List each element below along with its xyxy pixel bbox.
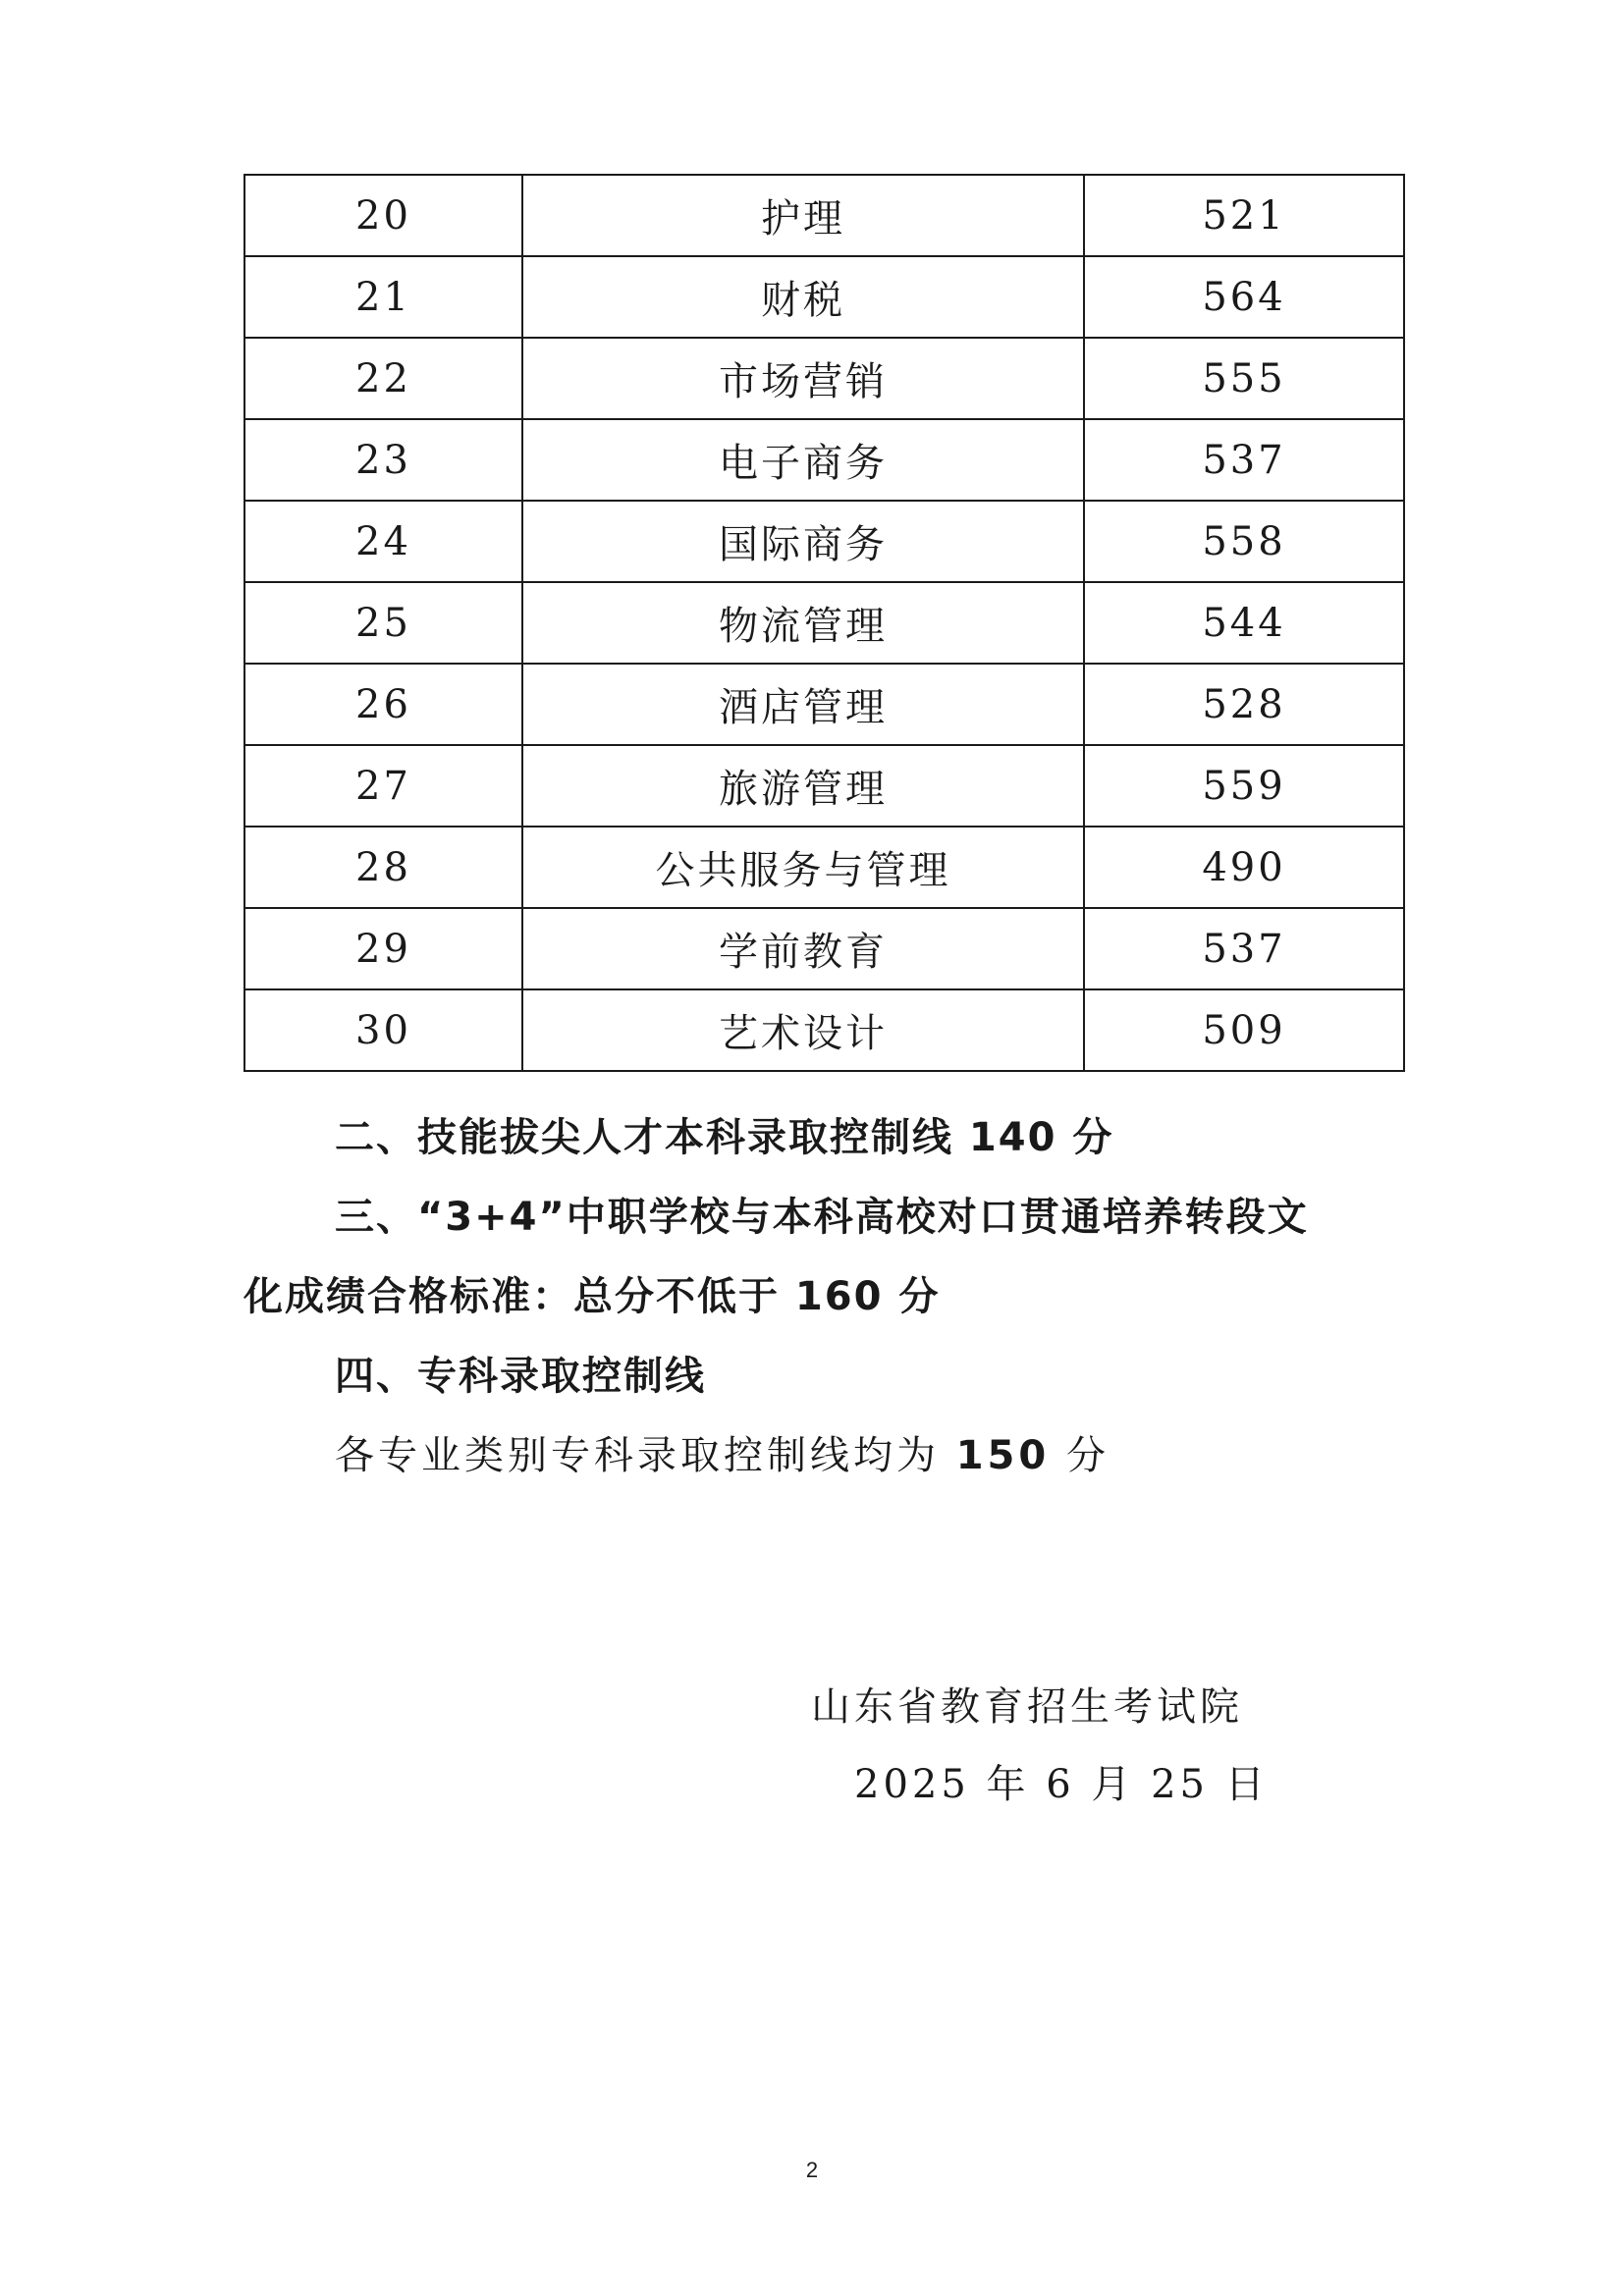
row-number: 30 <box>244 989 522 1071</box>
table-row <box>244 827 1404 908</box>
score-value: 564 <box>1084 256 1404 338</box>
row-number: 28 <box>244 827 522 908</box>
signature-date: 2025 年 6 月 25 日 <box>854 1762 1269 1807</box>
section-2-skill-talent-line: 二、技能拔尖人才本科录取控制线 140 分 <box>335 1115 1114 1160</box>
score-value: 509 <box>1084 989 1404 1071</box>
row-number: 23 <box>244 419 522 501</box>
table-row <box>244 175 1404 256</box>
page-number: 2 <box>805 2158 819 2182</box>
score-value: 555 <box>1084 338 1404 419</box>
table-row <box>244 989 1404 1071</box>
major-name: 物流管理 <box>522 582 1084 664</box>
section-3-heading-line2: 化成绩合格标准：总分不低于 160 分 <box>244 1274 941 1319</box>
score-value: 521 <box>1084 175 1404 256</box>
score-value: 537 <box>1084 908 1404 989</box>
major-name: 市场营销 <box>522 338 1084 419</box>
row-number: 26 <box>244 664 522 745</box>
table-row <box>244 745 1404 827</box>
score-value: 537 <box>1084 419 1404 501</box>
section-4-heading: 四、专科录取控制线 <box>335 1354 706 1399</box>
row-number: 29 <box>244 908 522 989</box>
row-number: 22 <box>244 338 522 419</box>
score-value: 490 <box>1084 827 1404 908</box>
section-4-body-value: 150 <box>955 1433 1051 1478</box>
table-row <box>244 501 1404 582</box>
table-row <box>244 419 1404 501</box>
table-row <box>244 908 1404 989</box>
major-name: 国际商务 <box>522 501 1084 582</box>
major-name: 旅游管理 <box>522 745 1084 827</box>
major-name: 艺术设计 <box>522 989 1084 1071</box>
section-4-body <box>335 1424 1110 1480</box>
section-4-body-suffix: 分 <box>1065 1433 1110 1478</box>
signature-organization: 山东省教育招生考试院 <box>811 1684 1243 1730</box>
major-name: 护理 <box>522 175 1084 256</box>
major-name: 公共服务与管理 <box>522 827 1084 908</box>
table-row <box>244 256 1404 338</box>
table-row <box>244 582 1404 664</box>
major-name: 财税 <box>522 256 1084 338</box>
row-number: 27 <box>244 745 522 827</box>
score-value: 528 <box>1084 664 1404 745</box>
row-number: 25 <box>244 582 522 664</box>
table-body <box>244 175 1404 1071</box>
section-4-body-prefix: 各专业类别专科录取控制线均为 <box>335 1433 940 1478</box>
table-row <box>244 338 1404 419</box>
row-number: 20 <box>244 175 522 256</box>
score-value: 559 <box>1084 745 1404 827</box>
table-row <box>244 664 1404 745</box>
score-value: 558 <box>1084 501 1404 582</box>
section-3-heading-line1: 三、“3+4”中职学校与本科高校对口贯通培养转段文 <box>335 1195 1309 1240</box>
row-number: 21 <box>244 256 522 338</box>
major-name: 酒店管理 <box>522 664 1084 745</box>
major-name: 电子商务 <box>522 419 1084 501</box>
row-number: 24 <box>244 501 522 582</box>
major-name: 学前教育 <box>522 908 1084 989</box>
score-table <box>244 174 1405 1072</box>
score-value: 544 <box>1084 582 1404 664</box>
